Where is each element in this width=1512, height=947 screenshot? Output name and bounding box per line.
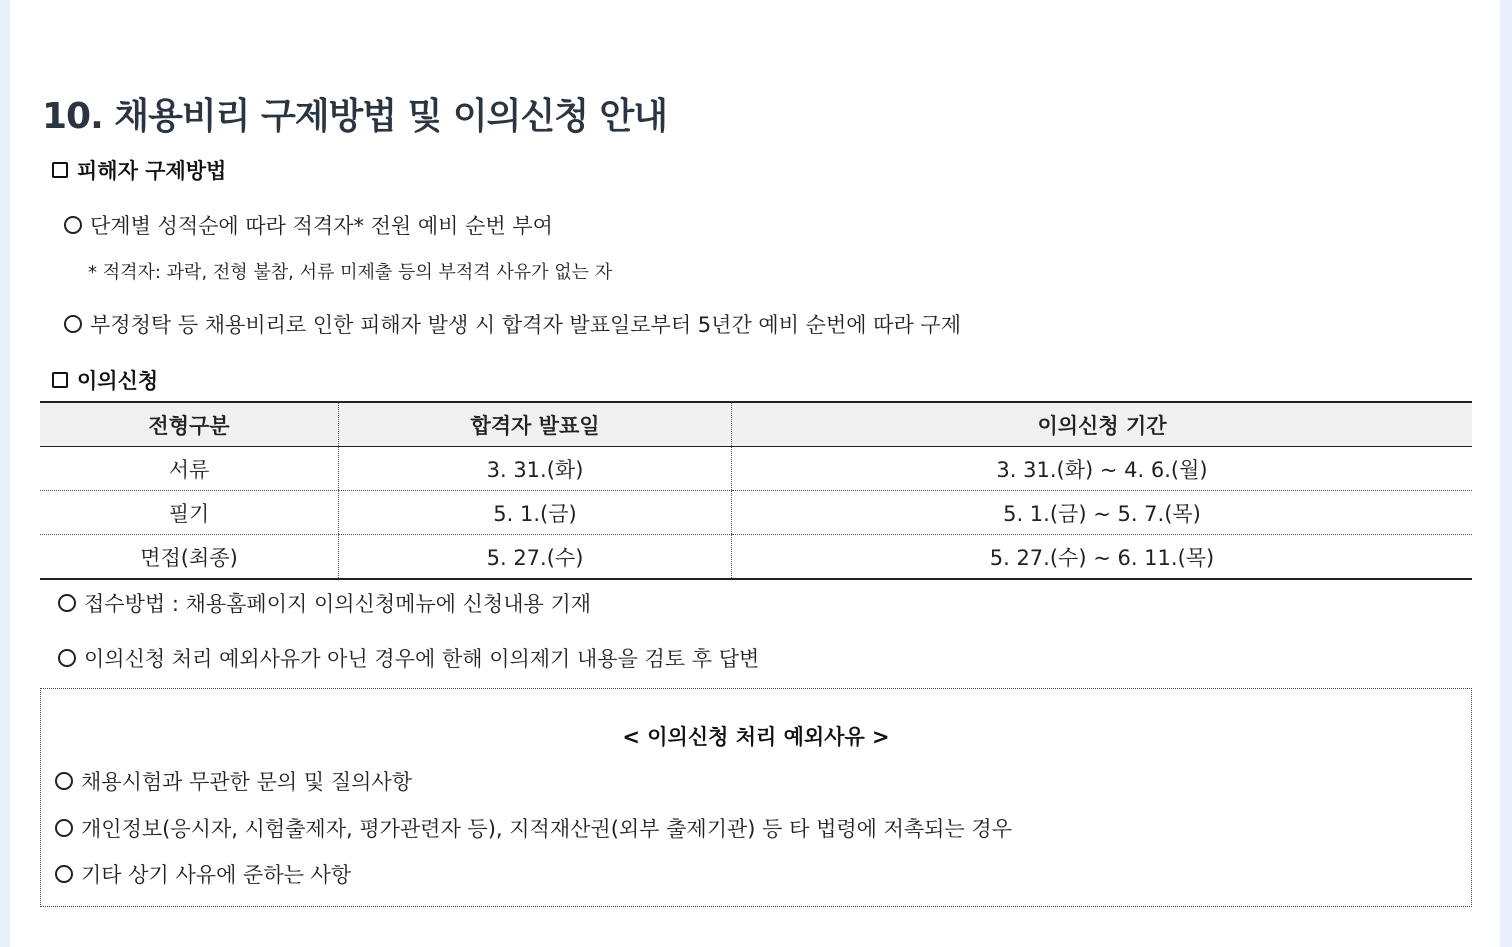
exception-item: 채용시험과 무관한 문의 및 질의사항	[55, 766, 412, 796]
circle-bullet-icon	[55, 772, 73, 790]
stage-cell: 필기	[40, 491, 339, 535]
circle-bullet-icon	[58, 649, 76, 667]
circle-bullet-icon	[64, 216, 82, 234]
announcement-date-cell: 5. 27.(수)	[339, 535, 732, 580]
appeal-schedule-table	[40, 401, 1472, 580]
circle-bullet-icon	[64, 315, 82, 333]
circle-bullet-icon	[55, 819, 73, 837]
victim-relief-heading: 피해자 구제방법	[52, 155, 226, 185]
appeal-period-cell: 5. 27.(수) ~ 6. 11.(목)	[732, 535, 1473, 580]
header-announcement-date: 합격자 발표일	[339, 402, 732, 447]
stage-cell: 면접(최종)	[40, 535, 339, 580]
table-header-row	[40, 402, 1472, 447]
page-title: 10. 채용비리 구제방법 및 이의신청 안내	[42, 96, 668, 137]
appeal-heading: 이의신청	[52, 365, 158, 395]
square-bullet-icon	[52, 372, 68, 388]
eligibility-note: * 적격자: 과락, 전형 불참, 서류 미제출 등의 부적격 사유가 없는 자	[88, 262, 613, 283]
exceptions-box-title: < 이의신청 처리 예외사유 >	[622, 725, 890, 749]
appeal-period-cell: 5. 1.(금) ~ 5. 7.(목)	[732, 491, 1473, 535]
exception-item: 기타 상기 사유에 준하는 사항	[55, 859, 351, 889]
appeal-exceptions-box	[40, 688, 1472, 907]
victim-relief-item: 부정청탁 등 채용비리로 인한 피해자 발생 시 합격자 발표일로부터 5년간 예비 순번에 따라 구제	[64, 309, 961, 339]
stage-cell: 서류	[40, 447, 339, 491]
appeal-review-item: 이의신청 처리 예외사유가 아닌 경우에 한해 이의제기 내용을 검토 후 답변	[58, 643, 759, 673]
exception-item: 개인정보(응시자, 시험출제자, 평가관련자 등), 지적재산권(외부 출제기관) 등 타 법령에 저촉되는 경우	[55, 813, 1012, 843]
table-row	[40, 535, 1472, 580]
document-page	[10, 0, 1500, 947]
announcement-date-cell: 3. 31.(화)	[339, 447, 732, 491]
circle-bullet-icon	[55, 865, 73, 883]
appeal-period-cell: 3. 31.(화) ~ 4. 6.(월)	[732, 447, 1473, 491]
victim-relief-item: 단계별 성적순에 따라 적격자* 전원 예비 순번 부여	[64, 210, 553, 240]
table-row	[40, 447, 1472, 491]
header-stage: 전형구분	[40, 402, 339, 447]
announcement-date-cell: 5. 1.(금)	[339, 491, 732, 535]
square-bullet-icon	[52, 162, 68, 178]
header-appeal-period: 이의신청 기간	[732, 402, 1473, 447]
appeal-method-item: 접수방법 : 채용홈페이지 이의신청메뉴에 신청내용 기재	[58, 588, 591, 618]
table-row	[40, 491, 1472, 535]
circle-bullet-icon	[58, 594, 76, 612]
